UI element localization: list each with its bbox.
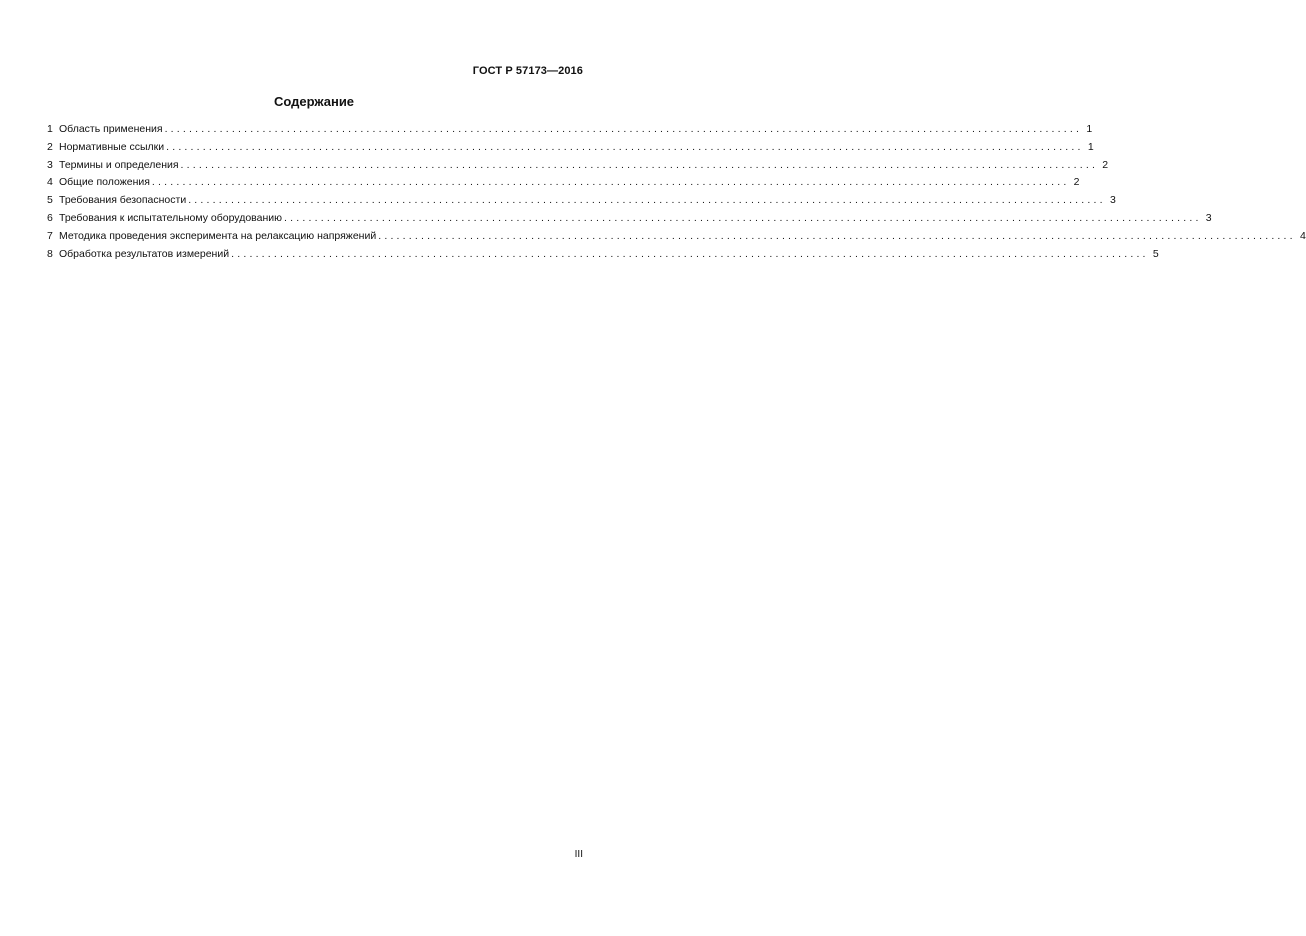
toc-item-page: 1 bbox=[1086, 123, 1093, 135]
toc-item-title: Общие положения bbox=[59, 176, 150, 189]
toc-item-number: 5 bbox=[47, 194, 53, 207]
toc-item-title: Термины и определения bbox=[59, 158, 179, 171]
toc-item-number: 2 bbox=[47, 140, 53, 153]
toc-item-page: 5 bbox=[1152, 247, 1159, 260]
toc-item-page: 2 bbox=[1102, 158, 1109, 171]
toc-item[interactable] bbox=[47, 246, 1159, 264]
toc-item-page: 1 bbox=[1087, 140, 1094, 153]
toc-item-number: 8 bbox=[47, 247, 53, 260]
toc-title: Содержание bbox=[273, 94, 355, 109]
toc-item-page: 3 bbox=[1205, 211, 1212, 224]
toc-leader-dots: ...................................................................................................................................................... bbox=[166, 140, 1084, 153]
toc-item-title: Нормативные ссылки bbox=[59, 140, 165, 153]
toc-item-number: 1 bbox=[47, 123, 53, 135]
toc-item[interactable] bbox=[47, 228, 1306, 246]
toc-item-title: Область применения bbox=[59, 123, 163, 135]
toc-item[interactable] bbox=[47, 210, 1212, 228]
toc-item-number: 4 bbox=[47, 176, 53, 189]
toc-leader-dots: ...................................................................................................................................................... bbox=[151, 176, 1070, 189]
toc-item[interactable] bbox=[47, 174, 1080, 192]
toc-item-page: 4 bbox=[1299, 229, 1306, 242]
toc-item-number: 6 bbox=[47, 211, 53, 224]
toc-item-title: Обработка результатов измерений bbox=[59, 247, 230, 260]
table-of-contents bbox=[47, 121, 1306, 263]
toc-item[interactable] bbox=[47, 121, 1093, 139]
toc-leader-dots: ...................................................................................................................................................... bbox=[180, 158, 1099, 171]
toc-item-number: 3 bbox=[47, 158, 53, 171]
toc-leader-dots: ...................................................................................................................................................... bbox=[231, 247, 1149, 260]
toc-leader-dots: ...................................................................................................................................................... bbox=[284, 211, 1202, 224]
toc-item[interactable] bbox=[47, 139, 1094, 157]
toc-item-title: Требования к испытательному оборудованию bbox=[59, 211, 283, 224]
toc-item-page: 2 bbox=[1073, 176, 1080, 189]
toc-leader-dots: ...................................................................................................................................................... bbox=[188, 194, 1106, 207]
toc-item-title: Требования безопасности bbox=[59, 194, 187, 207]
toc-item-title: Методика проведения эксперимента на релаксацию напряжений bbox=[59, 229, 377, 242]
toc-item[interactable] bbox=[47, 192, 1116, 210]
toc-item[interactable] bbox=[47, 157, 1109, 175]
toc-item-page: 3 bbox=[1109, 194, 1116, 207]
page-number: III bbox=[574, 849, 583, 860]
toc-leader-dots: ...................................................................................................................................................... bbox=[378, 229, 1296, 242]
document-code: ГОСТ Р 57173—2016 bbox=[472, 65, 583, 77]
toc-leader-dots: ...................................................................................................................................................... bbox=[164, 123, 1083, 135]
toc-item-number: 7 bbox=[47, 229, 53, 242]
